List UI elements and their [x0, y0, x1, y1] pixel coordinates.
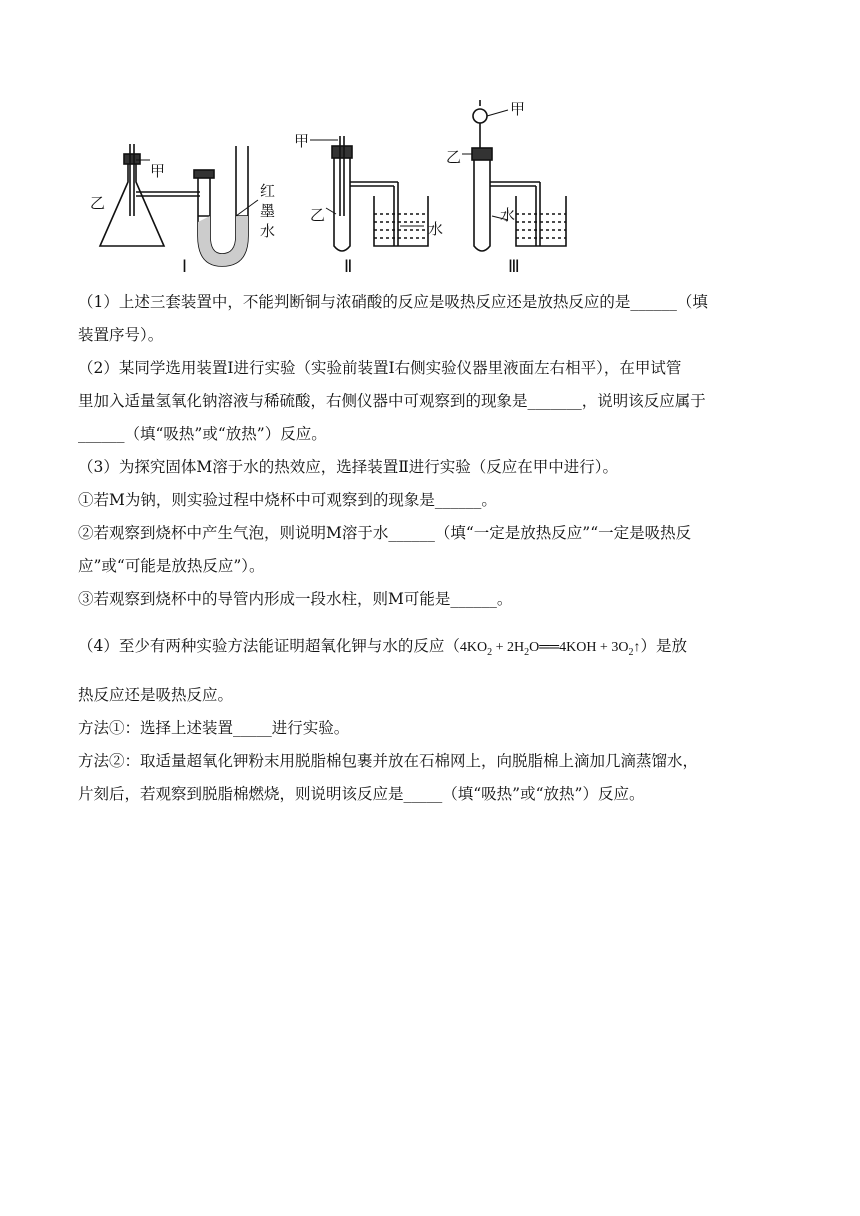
q2-line2: 里加入适量氢氧化钠溶液与稀硫酸，右侧仪器中可观察到的现象是_______，说明该反应属于 — [78, 392, 706, 410]
q4-suffix: ）是放 — [640, 637, 687, 655]
label-yi-2: 乙 — [310, 206, 326, 224]
q3-sub2-line2: 应”或“可能是放热反应”）。 — [78, 557, 265, 575]
apparatus-diagram — [88, 96, 588, 276]
q2-line1: （2）某同学选用装置Ⅰ进行实验（实验前装置Ⅰ右侧实验仪器里液面左右相平），在甲试管 — [78, 359, 682, 377]
q4-prefix: （4）至少有两种实验方法能证明超氧化钾与水的反应（ — [78, 637, 460, 655]
question-text — [78, 286, 790, 811]
eq-up-arrow: ↑ — [633, 640, 641, 655]
label-apparatus-3: Ⅲ — [508, 257, 520, 276]
q3-sub1: ①若M为钠，则实验过程中烧杯中可观察到的现象是______。 — [78, 491, 497, 509]
eq-left: 4KO — [459, 640, 488, 655]
apparatus-3 — [462, 100, 566, 251]
label-yi-1: 乙 — [90, 194, 106, 212]
eq-h2o-sub: 2 — [524, 646, 530, 658]
label-apparatus-1: Ⅰ — [182, 257, 188, 276]
label-red-ink-3: 水 — [260, 222, 276, 240]
apparatus-2 — [310, 136, 428, 251]
eq-right: 4KOH + 3O — [559, 640, 629, 655]
q3-sub3: ③若观察到烧杯中的导管内形成一段水柱，则M可能是______。 — [78, 590, 513, 608]
q4-method2-line2: 片刻后，若观察到脱脂棉燃烧，则说明该反应是_____（填“吸热”或“放热”）反应。 — [78, 784, 645, 803]
label-jia-2: 甲 — [294, 132, 310, 150]
label-jia-3: 甲 — [510, 100, 526, 118]
q3-intro: （3）为探究固体M溶于水的热效应，选择装置Ⅱ进行实验（反应在甲中进行）。 — [78, 458, 619, 476]
label-water-3: 水 — [500, 206, 516, 224]
label-yi-3: 乙 — [446, 148, 462, 166]
q1-line1: （1）上述三套装置中，不能判断铜与浓硝酸的反应是吸热反应还是放热反应的是______（填 — [78, 293, 708, 311]
q4-line1 — [78, 626, 790, 673]
eq-o: O — [529, 640, 540, 655]
apparatus-figure — [88, 96, 588, 276]
eq-arrow: ══ — [539, 640, 560, 655]
q1-line2: 装置序号）。 — [78, 326, 164, 344]
q4-line2: 热反应还是吸热反应。 — [78, 685, 234, 704]
eq-left-sub: 2 — [487, 646, 493, 658]
label-red-ink-1: 红 — [260, 182, 276, 200]
q4-method1: 方法①：选择上述装置_____进行实验。 — [78, 718, 350, 737]
eq-right-sub: 2 — [628, 646, 634, 658]
q4-method2-line1: 方法②：取适量超氧化钾粉末用脱脂棉包裹并放在石棉网上，向脱脂棉上滴加几滴蒸馏水， — [78, 751, 699, 770]
apparatus-1 — [100, 144, 258, 266]
label-red-ink-2: 墨 — [260, 202, 276, 220]
equation — [459, 640, 641, 658]
q2-line3: ______（填“吸热”或“放热”）反应。 — [78, 425, 327, 443]
label-water-2: 水 — [428, 220, 444, 238]
label-apparatus-2: Ⅱ — [344, 257, 353, 276]
label-jia-1: 甲 — [150, 162, 166, 180]
eq-plus: + 2H — [492, 640, 525, 655]
q3-sub2-line1: ②若观察到烧杯中产生气泡，则说明M溶于水______（填“一定是放热反应”“一定是吸热反 — [78, 524, 692, 542]
